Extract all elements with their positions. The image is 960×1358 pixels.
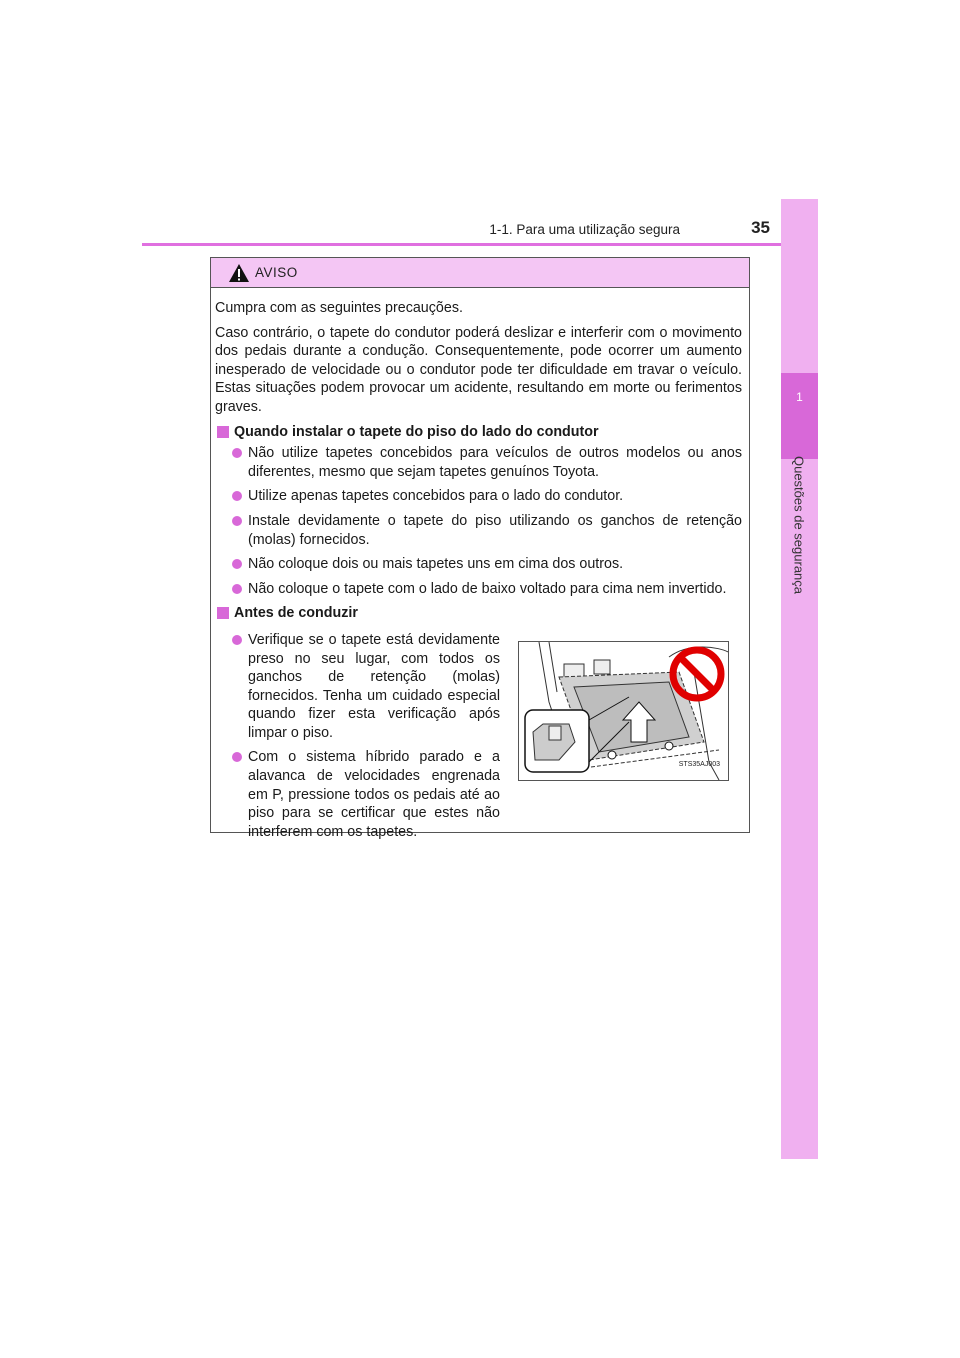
- figure-code: STS35AJ003: [678, 761, 720, 769]
- intro-paragraph-2: Caso contrário, o tapete do condutor poderá deslizar e interferir com o movimento dos pedais durante a condução. Consequentemente, pode ocorrer um aumento inesperado de velocidade ou o condutor pode ter dificuldade em travar o veículo. Estas situações podem provocar um acidente, resultando em morte ou ferimentos graves.: [215, 324, 742, 415]
- chapter-number: 1: [796, 390, 803, 404]
- list-item: [215, 444, 742, 481]
- chapter-side-tab: [781, 199, 818, 1159]
- list-item-text: Instale devidamente o tapete do piso utilizando os ganchos de retenção (molas) fornecidos.: [248, 512, 742, 548]
- chapter-title: Questões de segurança: [791, 455, 807, 595]
- list-item-text: Com o sistema híbrido parado e a alavanca de velocidades engrenada em P, pressione todos os pedais até ao piso para se certificar que estes não interferem com os tapetes.: [248, 749, 500, 840]
- list-item-text: Utilize apenas tapetes concebidos para o lado do condutor.: [248, 488, 624, 505]
- list-item: [215, 580, 742, 599]
- warning-header: [211, 258, 749, 288]
- bullet-dot-icon: [232, 584, 242, 594]
- bullet-dot-icon: [232, 635, 242, 645]
- intro-paragraph-1: Cumpra com as seguintes precauções.: [215, 300, 463, 316]
- section-heading-install: [215, 423, 742, 442]
- section-heading-text: Quando instalar o tapete do piso do lado do condutor: [234, 423, 599, 440]
- warning-triangle-icon: [228, 263, 250, 283]
- square-bullet-icon: [217, 607, 229, 619]
- list-item-text: Não coloque o tapete com o lado de baixo voltado para cima nem invertido.: [248, 580, 727, 597]
- chapter-tab-marker: [781, 373, 818, 459]
- list-item: [215, 512, 742, 549]
- list-item: [215, 487, 742, 506]
- bullet-dot-icon: [232, 752, 242, 762]
- list-item: [215, 555, 742, 574]
- list-item: [215, 631, 500, 743]
- warning-box: [210, 257, 750, 840]
- bullet-dot-icon: [232, 448, 242, 458]
- before-driving-content: [215, 631, 742, 848]
- list-item-text: Não utilize tapetes concebidos para veículos de outros modelos ou anos diferentes, mesmo que sejam tapetes genuínos Toyota.: [248, 445, 742, 480]
- section-heading-text: Antes de conduzir: [234, 605, 358, 622]
- bullet-dot-icon: [232, 559, 242, 569]
- page-number: 35: [751, 218, 770, 237]
- list-item-text: Não coloque dois ou mais tapetes uns em cima dos outros.: [248, 556, 624, 573]
- section-title: 1-1. Para uma utilização segura: [489, 222, 680, 237]
- section-heading-before-driving: [215, 604, 742, 623]
- bullet-dot-icon: [232, 516, 242, 526]
- list-item: [215, 748, 500, 841]
- floor-mat-illustration: [518, 641, 729, 781]
- list-item-text: Verifique se o tapete está devidamente preso no seu lugar, com todos os ganchos de retenção (molas) fornecidos. Tenha um cuidado especial quando fizer esta verificação após limpar o piso.: [248, 631, 500, 741]
- bullet-dot-icon: [232, 491, 242, 501]
- header-rule: [142, 243, 818, 246]
- before-driving-list: [215, 631, 500, 848]
- warning-body: [211, 288, 749, 847]
- warning-title: AVISO: [255, 265, 298, 280]
- square-bullet-icon: [217, 426, 229, 438]
